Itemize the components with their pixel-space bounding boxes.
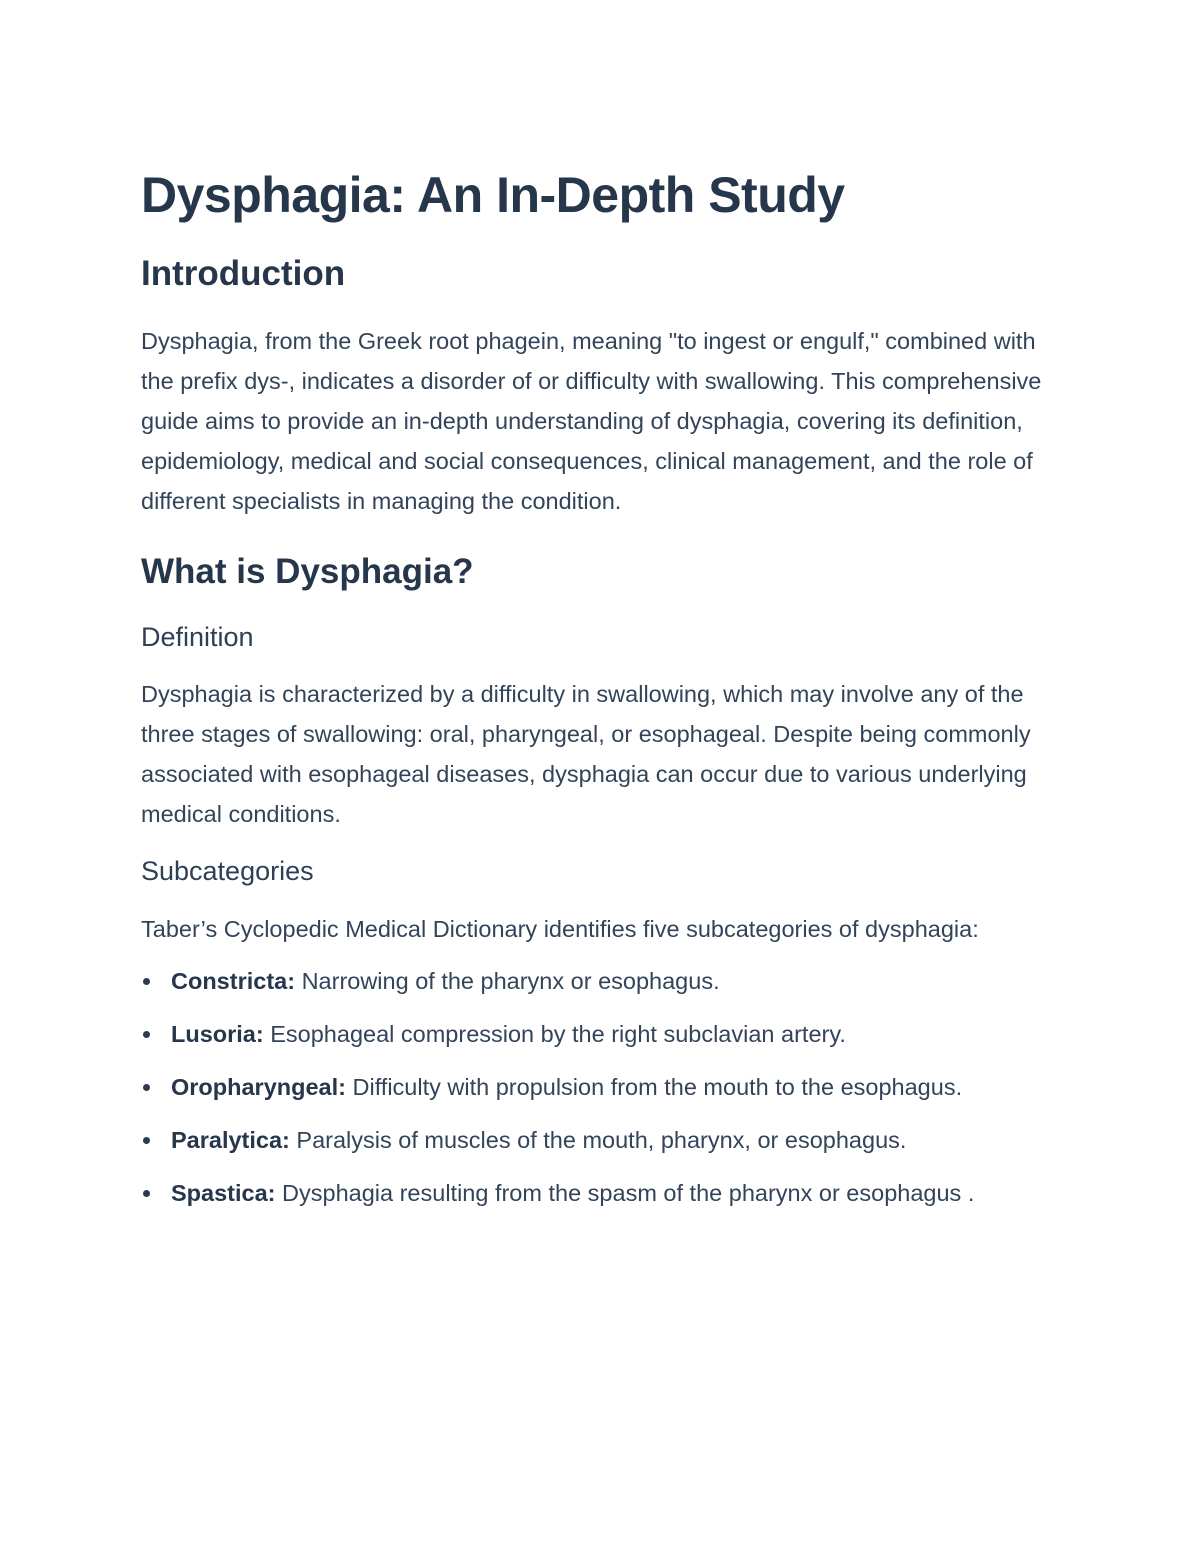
subcategories-intro: Taber’s Cyclopedic Medical Dictionary identifies five subcategories of dysphagia:: [141, 916, 979, 942]
list-item: [141, 1120, 1061, 1160]
subcategory-term: Constricta:: [171, 968, 296, 994]
introduction-heading: Introduction: [141, 254, 346, 293]
subcategory-term: Oropharyngeal:: [171, 1074, 346, 1100]
list-item: [141, 1014, 1061, 1054]
bullet-icon: [143, 1137, 150, 1144]
subcategory-description: Narrowing of the pharynx or esophagus.: [295, 968, 720, 994]
definition-heading: Definition: [141, 622, 254, 652]
list-item: [141, 1067, 1061, 1107]
document-page: [141, 160, 1061, 1226]
list-item: [141, 1173, 1061, 1213]
bullet-icon: [143, 1190, 150, 1197]
bullet-icon: [143, 1084, 150, 1091]
subcategory-description: Paralysis of muscles of the mouth, pharynx, or esophagus.: [289, 1127, 907, 1153]
subcategory-description: Difficulty with propulsion from the mouth to the esophagus.: [345, 1074, 963, 1100]
subcategory-term: Paralytica:: [171, 1127, 290, 1153]
what-is-dysphagia-heading: What is Dysphagia?: [141, 552, 474, 591]
introduction-paragraph: Dysphagia, from the Greek root phagein, meaning "to ingest or engulf," combined with the prefix dys-, indicates a disorder of or difficulty with swallowing. This comprehensive guide aims to provide an in-depth understanding of dysphagia, covering its definition, epidemiology, medical and social consequences, clinical management, and the role of different specialists in managing the condition.: [141, 328, 1042, 514]
subcategory-term: Spastica:: [171, 1180, 276, 1206]
subcategory-description: Dysphagia resulting from the spasm of the pharynx or esophagus .: [275, 1180, 975, 1206]
document-title: Dysphagia: An In-Depth Study: [141, 167, 845, 223]
bullet-icon: [143, 978, 150, 985]
subcategories-list: [141, 961, 1061, 1213]
bullet-icon: [143, 1031, 150, 1038]
definition-paragraph: Dysphagia is characterized by a difficulty in swallowing, which may involve any of the three stages of swallowing: oral, pharyngeal, or esophageal. Despite being commonly associated with esophageal diseases, dysphagia can occur due to various underlying medical conditions.: [141, 681, 1031, 827]
subcategories-heading: Subcategories: [141, 856, 314, 886]
list-item: [141, 961, 1061, 1001]
subcategory-description: Esophageal compression by the right subclavian artery.: [263, 1021, 846, 1047]
subcategory-term: Lusoria:: [171, 1021, 264, 1047]
